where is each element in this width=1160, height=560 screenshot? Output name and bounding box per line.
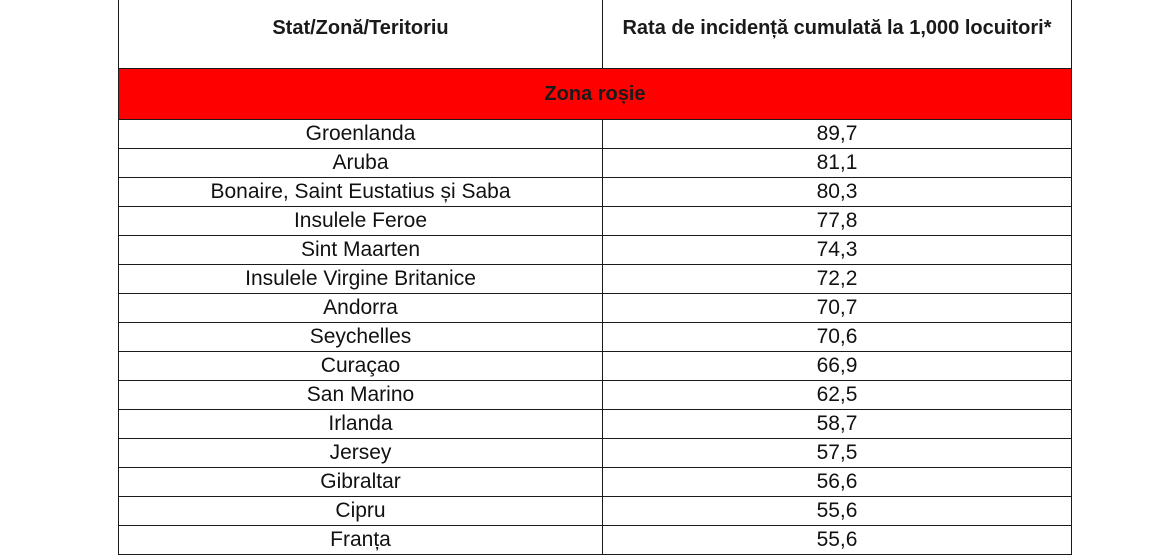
country-cell: Bonaire, Saint Eustatius și Saba	[119, 178, 603, 207]
header-country-label: Stat/Zonă/Teritoriu	[272, 16, 449, 39]
country-cell: Andorra	[119, 294, 603, 323]
table-row	[119, 381, 1072, 410]
table-row	[119, 178, 1072, 207]
incidence-cell: 70,6	[603, 323, 1072, 352]
table-row	[119, 207, 1072, 236]
incidence-cell: 89,7	[603, 120, 1072, 149]
header-incidence-rate-label: Rata de incidență cumulată la 1,000 locuitori*	[622, 16, 1052, 39]
table-row	[119, 294, 1072, 323]
country-cell: Aruba	[119, 149, 603, 178]
incidence-cell: 74,3	[603, 236, 1072, 265]
country-cell: Insulele Feroe	[119, 207, 603, 236]
header-country	[119, 0, 603, 69]
incidence-cell: 70,7	[603, 294, 1072, 323]
country-cell: Seychelles	[119, 323, 603, 352]
table-row	[119, 265, 1072, 294]
country-cell: Groenlanda	[119, 120, 603, 149]
incidence-cell: 77,8	[603, 207, 1072, 236]
country-cell: Franța	[119, 526, 603, 555]
incidence-cell: 72,2	[603, 265, 1072, 294]
table-row	[119, 323, 1072, 352]
incidence-cell: 55,6	[603, 526, 1072, 555]
table-row	[119, 352, 1072, 381]
table-row	[119, 149, 1072, 178]
incidence-cell: 66,9	[603, 352, 1072, 381]
incidence-cell: 57,5	[603, 439, 1072, 468]
country-cell: Gibraltar	[119, 468, 603, 497]
country-cell: Sint Maarten	[119, 236, 603, 265]
zone-label: Zona roșie	[119, 69, 1072, 120]
header-row	[119, 0, 1072, 69]
table-row	[119, 439, 1072, 468]
incidence-cell: 62,5	[603, 381, 1072, 410]
header-incidence-rate	[603, 0, 1072, 69]
document-page	[118, 0, 1071, 555]
country-cell: Cipru	[119, 497, 603, 526]
incidence-cell: 81,1	[603, 149, 1072, 178]
incidence-cell: 58,7	[603, 410, 1072, 439]
country-cell: Jersey	[119, 439, 603, 468]
country-cell: Insulele Virgine Britanice	[119, 265, 603, 294]
table-row	[119, 497, 1072, 526]
incidence-cell: 80,3	[603, 178, 1072, 207]
table-row	[119, 526, 1072, 555]
table-row	[119, 236, 1072, 265]
table-row	[119, 120, 1072, 149]
incidence-cell: 56,6	[603, 468, 1072, 497]
table-row	[119, 468, 1072, 497]
incidence-table	[118, 0, 1072, 555]
zone-row	[119, 69, 1072, 120]
country-cell: Curaçao	[119, 352, 603, 381]
country-cell: Irlanda	[119, 410, 603, 439]
table-row	[119, 410, 1072, 439]
incidence-cell: 55,6	[603, 497, 1072, 526]
country-cell: San Marino	[119, 381, 603, 410]
